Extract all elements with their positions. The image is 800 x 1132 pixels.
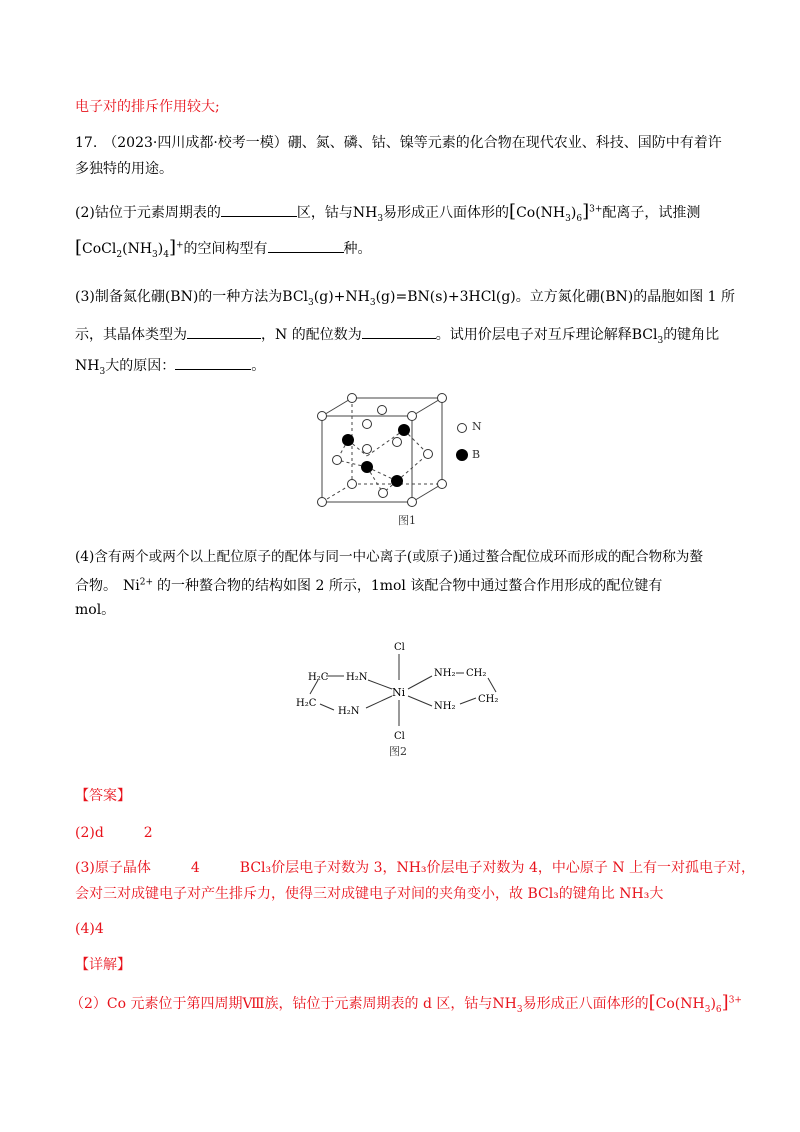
q3-line2-d-sub: 3 bbox=[657, 335, 664, 346]
detail-line1 bbox=[70, 993, 742, 1014]
ch2-bottom-label: CH₂ bbox=[478, 694, 499, 705]
detail-text-a: （2）Co 元素位于第四周期Ⅷ族，钴位于元素周期表的 d 区，钴与 bbox=[70, 996, 493, 1012]
complex2-mid: (NH bbox=[122, 241, 153, 257]
answer-2-value: 2 bbox=[143, 825, 153, 841]
complex2-formula: CoCl bbox=[82, 241, 117, 257]
q3-line2-e: 的键角比 bbox=[663, 327, 720, 343]
q4-line3 bbox=[75, 600, 115, 620]
detail-complex-sub: 3 bbox=[704, 1004, 711, 1015]
q3-line3 bbox=[75, 355, 265, 376]
q2-text-b: 区，钴与NH bbox=[296, 205, 378, 221]
detail-complex: Co(NH bbox=[655, 996, 705, 1012]
q4-text-2b: 的一种螯合物的结构如图 2 所示，1mol 该配合物中通过螯合作用形成的配位键有 bbox=[157, 578, 663, 594]
answer-3-text1: BCl₃价层电子对数为 3，NH₃价层电子对数为 4，中心原子 N 上有一对孤电子对， bbox=[239, 860, 756, 876]
h2n-bottom-label: H₂N bbox=[338, 706, 360, 717]
q2-sub-b: 3 bbox=[377, 213, 384, 224]
complex1-bracket-open: [ bbox=[509, 201, 517, 222]
n-atoms bbox=[318, 394, 447, 507]
q3-sub-b: 3 bbox=[369, 297, 376, 308]
intro-line bbox=[75, 97, 220, 117]
question-number: 17. bbox=[75, 135, 98, 151]
h2n-top-label: H₂N bbox=[346, 672, 368, 683]
answer-3-line1 bbox=[75, 858, 755, 878]
detail-bracket-open: [ bbox=[648, 992, 656, 1013]
cl-bottom-label: Cl bbox=[394, 731, 405, 742]
q2-text-a: (2)钴位于元素周期表的 bbox=[75, 205, 221, 221]
complex2-n: 4 bbox=[163, 249, 169, 260]
complex2-end: ) bbox=[157, 241, 164, 257]
nh2-bottom-label: NH₂ bbox=[434, 701, 456, 712]
q2-text-e: 的空间构型有 bbox=[183, 241, 268, 257]
answer-blank-1[interactable] bbox=[221, 202, 297, 217]
q3-text-b: (g)+NH bbox=[313, 289, 370, 305]
question-text: 硼、氮、磷、钴、镍等元素的化合物在现代农业、科技、国防中有着许 bbox=[287, 135, 722, 151]
answer-3-value: 4 bbox=[190, 860, 200, 876]
q3-line2 bbox=[75, 324, 719, 345]
q4-ni: Ni bbox=[123, 578, 140, 594]
question-text-cont: 多独特的用途。 bbox=[75, 161, 173, 177]
q3-line3-a-sub: 3 bbox=[99, 366, 106, 377]
q4-text-3: mol。 bbox=[75, 602, 116, 618]
complex1-charge: 3+ bbox=[589, 204, 603, 215]
figure-1-caption: 图1 bbox=[398, 514, 416, 527]
q3-line3-a: NH bbox=[75, 358, 100, 374]
answer-3-label: (3)原子晶体 bbox=[75, 860, 151, 876]
detail-header: 【详解】 bbox=[75, 957, 131, 973]
q3-line2-c: 。试用价层电子对互斥理论解释 bbox=[435, 327, 632, 343]
detail-bracket-close: ] bbox=[721, 992, 729, 1013]
q2-line1 bbox=[75, 202, 700, 223]
q3-sub-a: 3 bbox=[308, 297, 314, 308]
figure-1-unit-cell bbox=[310, 392, 500, 532]
q17-line1 bbox=[75, 133, 722, 153]
q4-text-1: (4)含有两个或两个以上配位原子的配体与同一中心离子(或原子)通过螯合配位成环而形成的配合物称为螯 bbox=[75, 549, 703, 565]
q3-line1 bbox=[75, 287, 735, 307]
q3-line2-b: ，N 的配位数为 bbox=[261, 327, 362, 343]
answer-blank-3[interactable] bbox=[187, 324, 261, 339]
q2-text-c: 易形成正八面体形的 bbox=[383, 205, 510, 221]
complex2-charge: + bbox=[176, 240, 184, 251]
q2-text-f: 种。 bbox=[343, 241, 372, 257]
detail-text-b: 易形成正八面体形的 bbox=[522, 996, 649, 1012]
complex1-end: ) bbox=[570, 205, 577, 221]
detail-complex-end: ) bbox=[710, 996, 716, 1012]
nh2-top-label: NH₂ bbox=[434, 668, 456, 679]
q17-line2 bbox=[75, 159, 173, 179]
h2c-bottom-label: H₂C bbox=[296, 698, 317, 709]
complex2-sub: 2 bbox=[116, 249, 123, 260]
h2c-top-label: H₂C bbox=[308, 672, 329, 683]
answer-3-line2 bbox=[75, 884, 663, 904]
q3-text-c: (g)=BN(s)+3HCl(g)。立方氮化硼(BN)的晶胞如图 1 所 bbox=[375, 289, 736, 305]
answer-3-text2: 会对三对成键电子对产生排斥力，使得三对成键电子对间的夹角变小，故 BCl₃的键角比 NH₃大 bbox=[75, 886, 664, 902]
q3-line2-a: 示，其晶体类型为 bbox=[75, 327, 187, 343]
detail-complex-charge: 3+ bbox=[728, 995, 742, 1006]
q4-text-2a: 合物。 bbox=[75, 578, 117, 594]
complex2-bracket-open: [ bbox=[75, 237, 83, 258]
complex1-bracket-close: ] bbox=[582, 201, 590, 222]
ch2-top-label: CH₂ bbox=[466, 668, 487, 679]
answer-2-label: (2)d bbox=[75, 825, 104, 841]
answer-blank-2[interactable] bbox=[268, 238, 344, 253]
q4-ni-charge: 2+ bbox=[139, 577, 154, 588]
complex1-formula: Co(NH bbox=[516, 205, 566, 221]
q2-text-d: 配离子，试推测 bbox=[602, 205, 701, 221]
question-source: （2023·四川成都·校考一模） bbox=[103, 135, 288, 151]
legend-n-label: N bbox=[472, 420, 482, 433]
q2-line2 bbox=[75, 238, 372, 259]
legend-b-circle bbox=[456, 449, 468, 461]
detail-nh3: NH bbox=[492, 996, 517, 1012]
legend-b-label: B bbox=[472, 448, 481, 461]
complex1-n: 6 bbox=[576, 213, 583, 224]
q4-line1 bbox=[75, 547, 703, 567]
q4-line2 bbox=[75, 576, 662, 596]
figure-2-caption: 图2 bbox=[389, 745, 407, 758]
q3-line2-d: BCl bbox=[631, 327, 658, 343]
complex1-sub: 3 bbox=[565, 213, 571, 224]
answer-4: (4)4 bbox=[75, 921, 104, 937]
legend-n-circle bbox=[458, 424, 467, 433]
answer-blank-5[interactable] bbox=[175, 355, 251, 370]
ni-label: Ni bbox=[392, 686, 406, 699]
intro-text: 电子对的排斥作用较大; bbox=[75, 99, 220, 115]
detail-complex-n: 6 bbox=[715, 1004, 722, 1015]
q3-text-a: (3)制备氮化硼(BN)的一种方法为BCl bbox=[75, 289, 309, 305]
answer-blank-4[interactable] bbox=[362, 324, 436, 339]
complex2-sub2: 3 bbox=[152, 249, 158, 260]
detail-nh3-sub: 3 bbox=[516, 1004, 523, 1015]
q3-line3-c: 。 bbox=[251, 358, 266, 374]
q3-line3-b: 大的原因： bbox=[105, 358, 176, 374]
answer-header: 【答案】 bbox=[75, 788, 131, 804]
cl-top-label: Cl bbox=[394, 642, 405, 653]
complex2-bracket-close: ] bbox=[168, 237, 176, 258]
answer-2 bbox=[75, 823, 153, 843]
